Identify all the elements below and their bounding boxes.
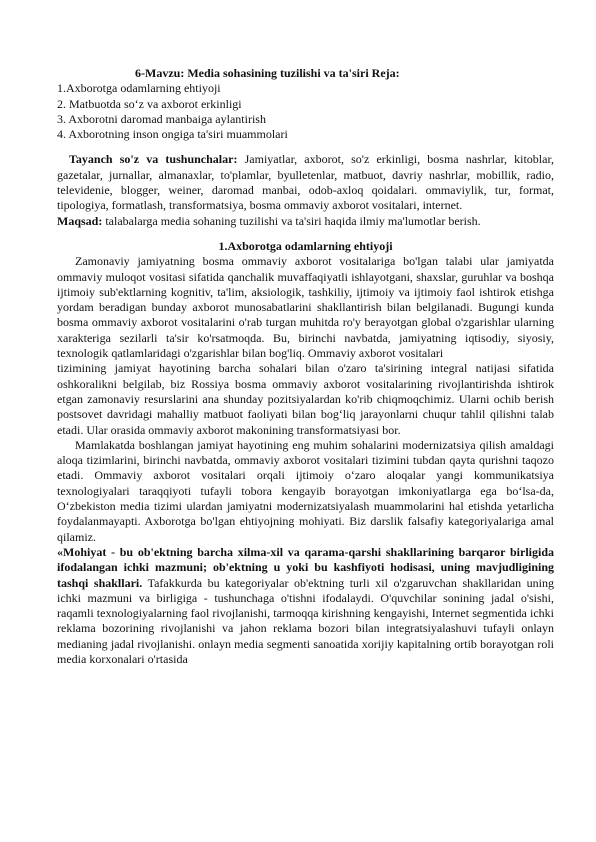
body-paragraph: tizimining jamiyat hayotining barcha sohalari bilan o'zaro ta'sirining integral natijasi sifatida oshkoralikni belgilab, biz Rossiya bosma ommaviy axborot vositalarining rivojlantirishda ishtirok etgan zamonaviy resurslarini ana shunday pozitsiyalardan ko'rib chiqmoqchimiz. Ularni ochib berish postsovet davridagi mahalliy matbuot faoliyati bilan bog‘liq jarayonlarni chuqur tahlil qilishni talab etadi. Ular orasida ommaviy axborot makonining transformatsiyasi bor. [57,361,554,437]
plan-item: 3. Axborotni daromad manbaiga aylantirish [57,111,266,126]
definition-paragraph [57,545,554,667]
goal-paragraph [57,214,554,229]
section-title: 1.Axborotga odamlarning ehtiyoji [218,238,393,253]
document-page [57,66,554,667]
plan-item: 4. Axborotning inson ongiga ta'siri muammolari [57,127,288,142]
definition-text: Tafakkurda bu kategoriyalar ob'ektning turli xil o'zgaruvchan shakllaridan uning ichki mazmuni va birligiga - tushunchaga o'tishni ifodalaydi. O'quvchilar sonining jadal o'sishi, raqamli texnologiyalarning faol rivojlanishi, tarmoqqa kirishning kengayishi, Internet segmentida ichki reklama bozorining rivojlanishi va jahon reklama bozori bilan integratsiyalashuvi tufayli onlayn medianing jadal rivojlanishi. onlayn media segmenti sanoatida xorijiy kapitalning ortib borayotgan roli media korxonalari o'rtasida [57,575,554,666]
plan-list [57,81,554,142]
goal-label: Maqsad: [57,213,103,228]
plan-item: 2. Matbuotda so‘z va axborot erkinligi [57,96,242,111]
keywords-label: Tayanch so'z va tushunchalar: [69,152,238,167]
page-title: 6-Mavzu: Media sohasining tuzilishi va ta'siri Reja: [135,66,400,80]
body-paragraph: Zamonaviy jamiyatning bosma ommaviy axborot vositalariga bo'lgan talabi ular jamiyatda ommaviy muloqot vositasi sifatida qanchalik muvaffaqiyatli ishlayotgani, shaxslar, guruhlar va boshqa ijtimoiy sub'ektlarning kognitiv, ta'lim, aksiologik, tashkiliy, ijtimoiy va ijtimoiy faol ishtirok etishga yordam beradigan bunday axborot munosabatlarini shakllantirish bilan belgilanadi. Bugungi kunda bosma ommaviy axborot vositalarini o'rab turgan muhitda ro'y berayotgan global o'zgarishlar ularning xarakteriga sezilarli ta'sir ko'rsatmoqda. Bu, birinchi navbatda, jamiyatning iqtisodiy, siyosiy, texnologik qatlamlaridagi o'zgarishlar bilan bog'liq. Ommaviy axborot vositalari [57,254,554,361]
goal-text: talabalarga media sohaning tuzilishi va ta'siri haqida ilmiy ma'lumotlar berish. [102,213,481,228]
definition-quote: «Mohiyat - bu ob'ektning barcha xilma-xil va qarama-qarshi shakllarining barqaror birligida ifodalangan ichki mazmuni; ob'ektning u yoki bu kashfiyoti hodisasi, uning mavjudligining tashqi shakllari. [57,544,554,590]
keywords-paragraph [57,152,554,213]
body-paragraph: Mamlakatda boshlangan jamiyat hayotining eng muhim sohalarini modernizatsiya qilish amaldagi aloqa tizimlarini, birinchi navbatda, ommaviy axborot vositalari tizimini tubdan qayta qurishni taqozo etadi. Ommaviy axborot vositalari orqali ijtimoiy o‘zaro aloqalar yangi kommunikatsiya texnologiyalari taraqqiyoti tufayli tobora kengayib borayotgan imkoniyatlarga ega bo‘lsa-da, O‘zbekiston media tizimi ulardan jamiyatni modernizatsiyalash muammolarini hal etishda yetarlicha foydalanmayapti. Axborotga bo'lgan ehtiyojning mohiyati. Biz darslik falsafiy kategoriyalariga amal qilamiz. [57,437,554,544]
keywords-text: Jamiyatlar, axborot, so'z erkinligi, bosma nashrlar, kitoblar, gazetalar, jurnallar, almanaxlar, to'plamlar, byulletenlar, matbuot, davriy nashrlar, mobillik, radio, televidenie, blogger, weiner, daromad manbai, odob-axloq qoidalari. ommaviylik, tur, format, tipologiya, formatlash, transformatsiya, bosma ommaviy axborot vositalari, internet. [57,152,554,213]
plan-item: 1.Axborotga odamlarning ehtiyoji [57,81,221,96]
